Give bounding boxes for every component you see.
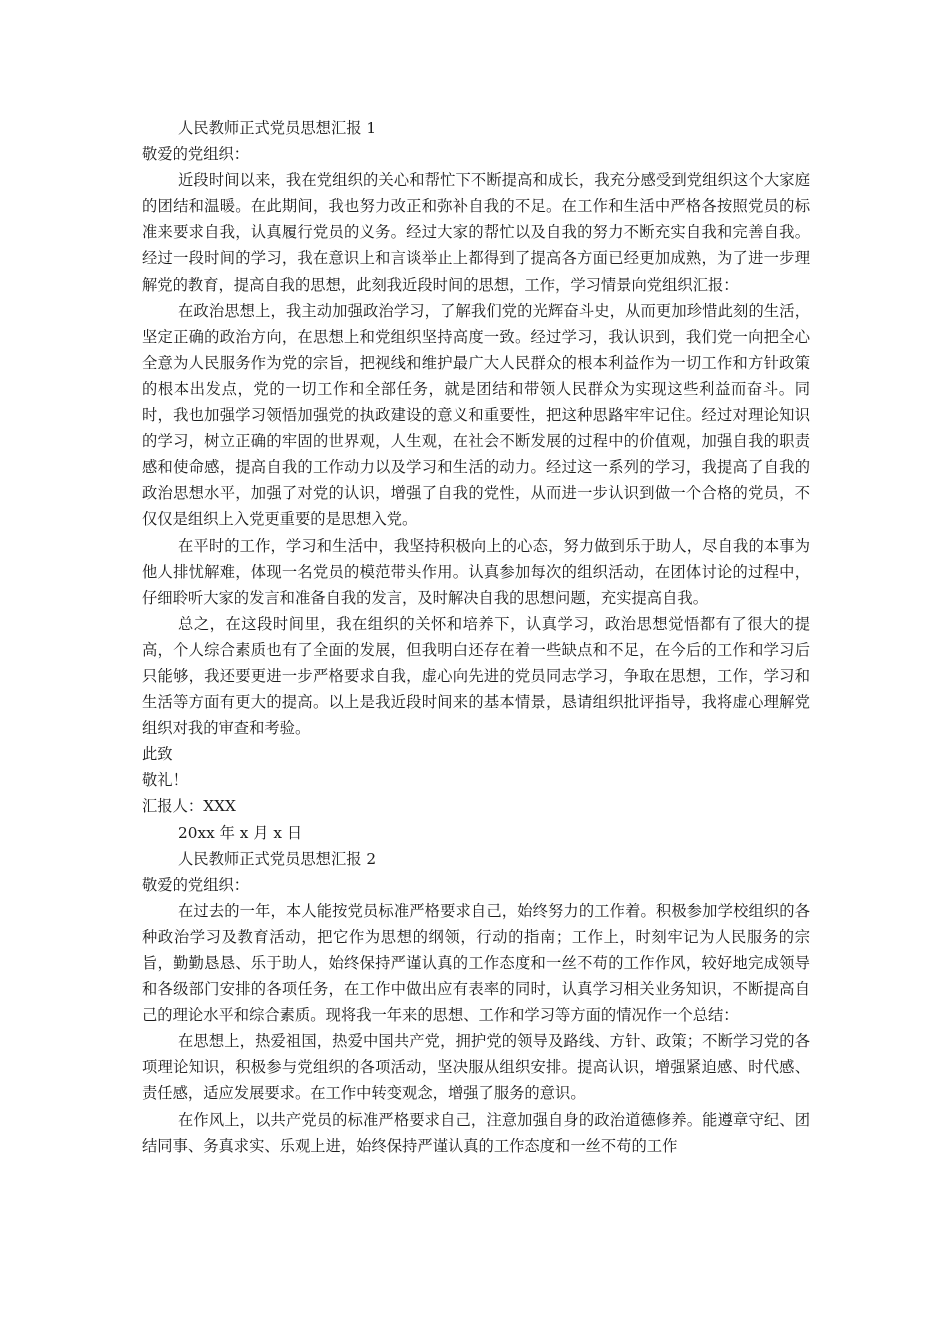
report1-closing-1: 此致 [142, 745, 173, 764]
document-page [142, 115, 810, 1159]
report1-salutation: 敬爱的党组织： [142, 145, 250, 164]
report1-reporter: 汇报人：XXX [142, 797, 236, 816]
report2-paragraph-3: 在作风上，以共产党员的标准严格要求自己，注意加强自身的政治道德修养。能遵章守纪、团结同事、务真求实、乐观上进，始终保持严谨认真的工作态度和一丝不苟的工作 [142, 1110, 810, 1155]
report1-paragraph-2: 在政治思想上，我主动加强政治学习，了解我们党的光辉奋斗史，从而更加珍惜此刻的生活，坚定正确的政治方向，在思想上和党组织坚持高度一致。经过学习，我认识到，我们党一向把全心全意为人民服务作为党的宗旨，把视线和维护最广大人民群众的根本利益作为一切工作和方针政策的根本出发点，党的一切工作和全部任务，就是团结和带领人民群众为实现这些利益而奋斗。同时，我也加强学习领悟加强党的执政建设的意义和重要性，把这种思路牢牢记住。经过对理论知识的学习，树立正确的牢固的世界观，人生观，在社会不断发展的过程中的价值观，加强自我的职责感和使命感，提高自我的工作动力以及学习和生活的动力。经过这一系列的学习，我提高了自我的政治思想水平，加强了对党的认识，增强了自我的党性，从而进一步认识到做一个合格的党员，不仅仅是组织上入党更重要的是思想入党。 [142, 301, 810, 529]
report1-closing-2: 敬礼！ [142, 771, 188, 790]
report2-salutation: 敬爱的党组织： [142, 875, 250, 894]
report1-paragraph-4: 总之，在这段时间里，我在组织的关怀和培养下，认真学习，政治思想觉悟都有了很大的提高，个人综合素质也有了全面的发展，但我明白还存在着一些缺点和不足，在今后的工作和学习后只能够，我还要更进一步严格要求自我，虚心向先进的党员同志学习，争取在思想，工作，学习和生活等方面有更大的提高。以上是我近段时间来的基本情景，恳请组织批评指导，我将虚心理解党组织对我的审查和考验。 [142, 614, 810, 738]
report1-date: 20xx 年 x 月 x 日 [178, 823, 303, 842]
report2-paragraph-2: 在思想上，热爱祖国，热爱中国共产党，拥护党的领导及路线、方针、政策；不断学习党的各项理论知识，积极参与党组织的各项活动，坚决服从组织安排。提高认识，增强紧迫感、时代感、责任感，适应发展要求。在工作中转变观念，增强了服务的意识。 [142, 1032, 810, 1103]
report1-paragraph-1: 近段时间以来，我在党组织的关心和帮忙下不断提高和成长，我充分感受到党组织这个大家庭的团结和温暖。在此期间，我也努力改正和弥补自我的不足。在工作和生活中严格各按照党员的标准来要求自我，认真履行党员的义务。经过大家的帮忙以及自我的努力不断充实自我和完善自我。经过一段时间的学习，我在意识上和言谈举止上都得到了提高各方面已经更加成熟，为了进一步理解党的教育，提高自我的思想，此刻我近段时间的思想，工作，学习情景向党组织汇报： [142, 171, 810, 294]
report2-title: 人民教师正式党员思想汇报 2 [178, 849, 377, 868]
report1-title: 人民教师正式党员思想汇报 1 [178, 119, 377, 137]
report2-paragraph-1: 在过去的一年，本人能按党员标准严格要求自己，始终努力的工作着。积极参加学校组织的各种政治学习及教育活动，把它作为思想的纲领，行动的指南；工作上，时刻牢记为人民服务的宗旨，勤勤恳恳、乐于助人，始终保持严谨认真的工作态度和一丝不苟的工作作风，较好地完成领导和各级部门安排的各项任务，在工作中做出应有表率的同时，认真学习相关业务知识，不断提高自己的理论水平和综合素质。现将我一年来的思想、工作和学习等方面的情况作一个总结： [142, 901, 810, 1025]
report1-paragraph-3: 在平时的工作，学习和生活中，我坚持积极向上的心态，努力做到乐于助人，尽自我的本事为他人排忧解难，体现一名党员的模范带头作用。认真参加每次的组织活动，在团体讨论的过程中，仔细聆听大家的发言和准备自我的发言，及时解决自我的思想问题，充实提高自我。 [142, 536, 810, 607]
